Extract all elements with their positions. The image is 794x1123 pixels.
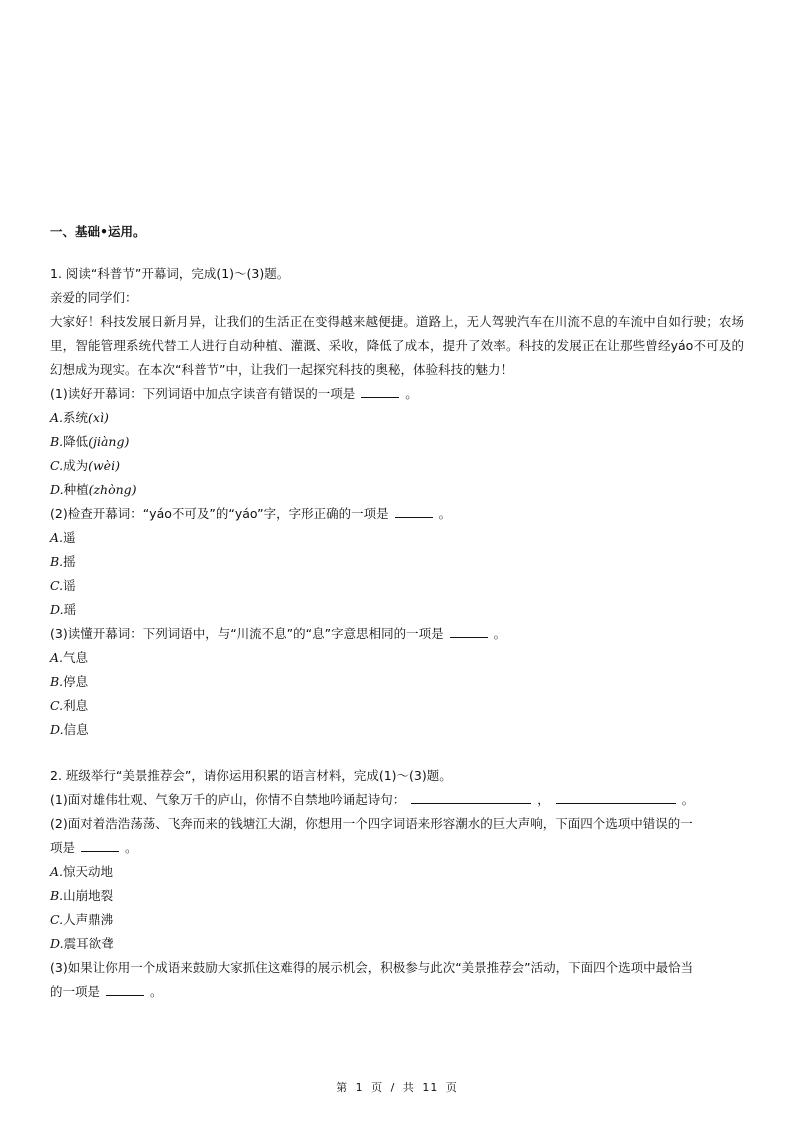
option-text: 山崩地裂 — [63, 888, 114, 903]
option-letter: D. — [50, 936, 64, 951]
option-letter: B. — [50, 554, 64, 569]
q1-sub3-option-b — [50, 670, 744, 694]
q1-sub1-option-d — [50, 478, 744, 502]
q2-sub2-option-c — [50, 908, 744, 932]
q1-sub2-option-c — [50, 574, 744, 598]
q2-sub2-prompt-cont — [50, 836, 744, 860]
q1-sub2-option-d — [50, 598, 744, 622]
q1-sub3-text: (3)读懂开幕词：下列词语中，与“川流不息”的“息”字意思相同的一项是 — [50, 626, 444, 641]
option-text: 瑶 — [63, 602, 77, 617]
q2-sub2-text-cont: 项是 — [50, 840, 76, 855]
option-text: 利息 — [63, 698, 89, 713]
option-letter: D. — [50, 722, 64, 737]
q2-sub1-text: (1)面对雄伟壮观、气象万千的庐山，你情不自禁地吟诵起诗句： — [50, 792, 406, 807]
q1-sub3-prompt — [50, 622, 744, 646]
answer-blank[interactable] — [450, 623, 488, 638]
q2-sub2-option-d — [50, 932, 744, 956]
q1-sub3-option-a — [50, 646, 744, 670]
q2-stem: 2. 班级举行“美景推荐会”，请你运用积累的语言材料，完成(1)～(3)题。 — [50, 768, 452, 783]
option-text: 降低 — [63, 434, 89, 449]
option-letter: A. — [50, 410, 64, 425]
q1-sub3-option-c — [50, 694, 744, 718]
q2-sub2-end: 。 — [125, 840, 138, 855]
option-letter: A. — [50, 864, 64, 879]
answer-blank[interactable] — [556, 789, 676, 804]
answer-blank[interactable] — [361, 383, 399, 398]
page-footer: 第 1 页 / 共 11 页 — [336, 1081, 458, 1094]
option-letter: C. — [50, 698, 64, 713]
question-1 — [50, 262, 744, 742]
q2-sub3-text-cont: 的一项是 — [50, 984, 101, 999]
option-letter: C. — [50, 578, 64, 593]
q1-sub3-option-d — [50, 718, 744, 742]
q1-sub2-option-a — [50, 526, 744, 550]
q1-sub1-end: 。 — [405, 386, 418, 401]
answer-blank[interactable] — [106, 981, 144, 996]
q1-passage: 大家好！科技发展日新月异，让我们的生活正在变得越来越便捷。道路上，无人驾驶汽车在川流不息的车流中自如行驶；农场里，智能管理系统代替工人进行自动种植、灌溉、采收，降低了成本，提升了效率。科技的发展正在让那些曾经yáo不可及的幻想成为现实。在本次“科普节”中，让我们一起探究科技的奥秘，体验科技的魅力！ — [50, 314, 744, 377]
option-text: 种植 — [63, 482, 89, 497]
option-text: 停息 — [63, 674, 89, 689]
q1-sub3-end: 。 — [493, 626, 507, 641]
q2-sub1-prompt — [50, 788, 744, 812]
option-text: 信息 — [63, 722, 89, 737]
option-text: 遥 — [63, 530, 76, 545]
option-letter: D. — [50, 482, 64, 497]
option-text: 人声鼎沸 — [63, 912, 114, 927]
option-pinyin: (xì) — [88, 410, 109, 425]
option-pinyin: (jiàng) — [88, 434, 130, 449]
option-letter: B. — [50, 674, 64, 689]
option-text: 谣 — [63, 578, 76, 593]
answer-blank[interactable] — [81, 837, 119, 852]
q2-sub3-prompt-cont — [50, 980, 744, 1004]
option-letter: A. — [50, 530, 64, 545]
option-letter: C. — [50, 458, 64, 473]
q1-sub2-end: 。 — [438, 506, 452, 521]
option-pinyin: (wèi) — [88, 458, 120, 473]
option-letter: C. — [50, 912, 64, 927]
answer-blank[interactable] — [411, 789, 531, 804]
q1-sub1-prompt — [50, 382, 744, 406]
q1-sub1-option-b — [50, 430, 744, 454]
option-text: 成为 — [63, 458, 89, 473]
q2-sub1-comma: ， — [537, 792, 550, 807]
q2-sub3-prompt: (3)如果让你用一个成语来鼓励大家抓住这难得的展示机会，积极参与此次“美景推荐会”活动，下面四个选项中最恰当 — [50, 960, 694, 975]
question-gap — [50, 742, 744, 764]
q2-sub2-option-b — [50, 884, 744, 908]
option-letter: B. — [50, 434, 64, 449]
q1-sub1-text: (1)读好开幕词：下列词语中加点字读音有错误的一项是 — [50, 386, 356, 401]
question-2 — [50, 764, 744, 1004]
page-content — [50, 222, 744, 1004]
q1-greeting: 亲爱的同学们： — [50, 290, 138, 305]
q1-stem: 1. 阅读“科普节”开幕词，完成(1)～(3)题。 — [50, 266, 290, 281]
option-pinyin: (zhòng) — [88, 482, 137, 497]
q1-sub1-option-a — [50, 406, 744, 430]
option-text: 气息 — [63, 650, 89, 665]
option-letter: A. — [50, 650, 64, 665]
answer-blank[interactable] — [395, 503, 433, 518]
q2-sub1-end: 。 — [681, 792, 695, 807]
option-text: 摇 — [63, 554, 76, 569]
q1-sub1-option-c — [50, 454, 744, 478]
q1-sub2-prompt — [50, 502, 744, 526]
option-text: 惊天动地 — [63, 864, 114, 879]
q1-sub2-option-b — [50, 550, 744, 574]
option-text: 系统 — [63, 410, 89, 425]
section-title: 一、基础•运用。 — [50, 224, 146, 239]
q2-sub2-option-a — [50, 860, 744, 884]
q1-sub2-text: (2)检查开幕词：“yáo不可及”的“yáo”字，字形正确的一项是 — [50, 506, 389, 521]
q2-sub3-end: 。 — [150, 984, 163, 999]
option-text: 震耳欲聋 — [63, 936, 114, 951]
q2-sub2-prompt: (2)面对着浩浩荡荡、飞奔而来的钱塘江大湖，你想用一个四字词语来形容潮水的巨大声响，下面四个选项中错误的一 — [50, 816, 693, 831]
option-letter: D. — [50, 602, 64, 617]
option-letter: B. — [50, 888, 64, 903]
